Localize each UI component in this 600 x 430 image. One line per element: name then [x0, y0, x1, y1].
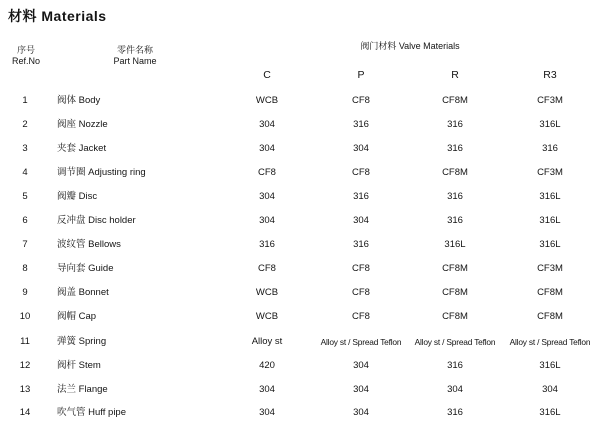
material-r: CF8M	[442, 311, 468, 322]
page-title: 材料 Materials	[8, 8, 107, 24]
part-name: 阀体 Body	[57, 95, 101, 106]
part-name: 夹套 Jacket	[57, 143, 107, 154]
material-r: 316	[447, 143, 463, 154]
material-r: CF8M	[442, 95, 468, 106]
part-name: 阀帽 Cap	[57, 311, 97, 322]
part-name: 阀杆 Stem	[57, 360, 101, 371]
material-c: Alloy st	[251, 336, 283, 347]
material-p: 304	[353, 360, 369, 371]
column-header-r3: R3	[543, 69, 557, 81]
column-header-c: C	[263, 69, 271, 81]
material-c: WCB	[255, 287, 279, 298]
refno-header-cn: 序号	[16, 45, 35, 55]
table-row	[0, 238, 600, 262]
partname-header-en: Part Name	[113, 56, 157, 66]
material-p: CF8	[352, 287, 370, 298]
table-row	[0, 286, 600, 310]
ref-no: 8	[22, 263, 28, 274]
ref-no: 14	[19, 407, 31, 418]
part-name: 弹簧 Spring	[57, 336, 107, 347]
material-p: 304	[353, 215, 369, 226]
material-r3: 316L	[539, 119, 561, 130]
material-c: 304	[259, 143, 275, 154]
material-r3: 316	[542, 143, 558, 154]
ref-no: 10	[19, 311, 31, 322]
part-name: 阀座 Nozzle	[57, 119, 108, 130]
part-name: 法兰 Flange	[57, 384, 108, 395]
material-r: 316L	[444, 239, 466, 250]
material-p: 316	[353, 239, 369, 250]
material-r: 316	[447, 119, 463, 130]
part-name: 阀瓣 Disc	[57, 191, 98, 202]
ref-no: 13	[19, 384, 31, 395]
material-r: 316	[447, 360, 463, 371]
material-r3: 316L	[539, 360, 561, 371]
material-r: 304	[447, 384, 463, 395]
ref-no: 5	[22, 191, 28, 202]
material-r3: CF3M	[537, 263, 563, 274]
ref-no: 6	[22, 215, 28, 226]
ref-no: 11	[20, 336, 30, 347]
material-c: 304	[259, 384, 275, 395]
part-name: 吹气管 Huff pipe	[57, 407, 126, 418]
material-r: 316	[447, 191, 463, 202]
ref-no: 2	[22, 119, 28, 130]
table-row	[0, 142, 600, 166]
material-c: 304	[259, 215, 275, 226]
ref-no: 4	[22, 167, 28, 178]
ref-no: 1	[22, 95, 28, 106]
part-name: 导向套 Guide	[57, 263, 114, 274]
material-c: 304	[259, 119, 275, 130]
part-name: 调节圈 Adjusting ring	[57, 167, 146, 178]
part-name: 波纹管 Bellows	[57, 239, 121, 250]
table-row	[0, 190, 600, 214]
material-p: CF8	[352, 311, 370, 322]
material-p: CF8	[352, 95, 370, 106]
table-row	[0, 383, 600, 407]
material-r3: CF3M	[537, 167, 563, 178]
material-c: WCB	[255, 311, 279, 322]
material-p: CF8	[352, 263, 370, 274]
refno-header-en: Ref.No	[11, 56, 40, 66]
material-r3: CF8M	[537, 311, 563, 322]
table-row	[0, 406, 600, 430]
table-row	[0, 94, 600, 118]
table-row	[0, 118, 600, 142]
material-p: 316	[353, 119, 369, 130]
table-row	[0, 262, 600, 286]
material-c: 420	[259, 360, 275, 371]
material-p: 304	[353, 407, 369, 418]
material-c: WCB	[255, 95, 279, 106]
material-r3: 316L	[539, 407, 561, 418]
material-p: CF8	[352, 167, 370, 178]
material-p: 316	[353, 191, 369, 202]
material-c: 316	[259, 239, 275, 250]
material-r: CF8M	[442, 287, 468, 298]
material-r: Alloy st / Spread Teflon	[414, 337, 496, 347]
part-name: 阀盖 Bonnet	[57, 287, 109, 298]
material-r: CF8M	[442, 167, 468, 178]
material-r: 316	[447, 407, 463, 418]
material-r3: 316L	[539, 215, 561, 226]
material-r: CF8M	[442, 263, 468, 274]
column-header-r: R	[451, 69, 459, 81]
material-r3: CF3M	[537, 95, 563, 106]
material-c: 304	[259, 191, 275, 202]
material-p: 304	[353, 143, 369, 154]
material-r3: 304	[542, 384, 558, 395]
table-row	[0, 166, 600, 190]
material-r3: Alloy st / Spread Teflon	[509, 337, 591, 347]
table-row	[0, 335, 600, 359]
ref-no: 12	[19, 360, 31, 371]
column-header-p: P	[357, 69, 365, 81]
ref-no: 3	[22, 143, 28, 154]
material-r3: 316L	[539, 239, 561, 250]
table-row	[0, 214, 600, 238]
material-r3: 316L	[539, 191, 561, 202]
part-name: 反冲盘 Disc holder	[57, 215, 136, 226]
material-p: Alloy st / Spread Teflon	[320, 337, 402, 347]
table-row	[0, 310, 600, 334]
material-c: 304	[259, 407, 275, 418]
partname-header-cn: 零件名称	[116, 45, 153, 55]
material-r: 316	[447, 215, 463, 226]
ref-no: 7	[22, 239, 28, 250]
material-c: CF8	[258, 167, 276, 178]
material-c: CF8	[258, 263, 276, 274]
table-row	[0, 359, 600, 383]
material-p: 304	[353, 384, 369, 395]
ref-no: 9	[22, 287, 28, 298]
material-r3: CF8M	[537, 287, 563, 298]
valve-materials-header: 阀门材料 Valve Materials	[360, 41, 460, 51]
